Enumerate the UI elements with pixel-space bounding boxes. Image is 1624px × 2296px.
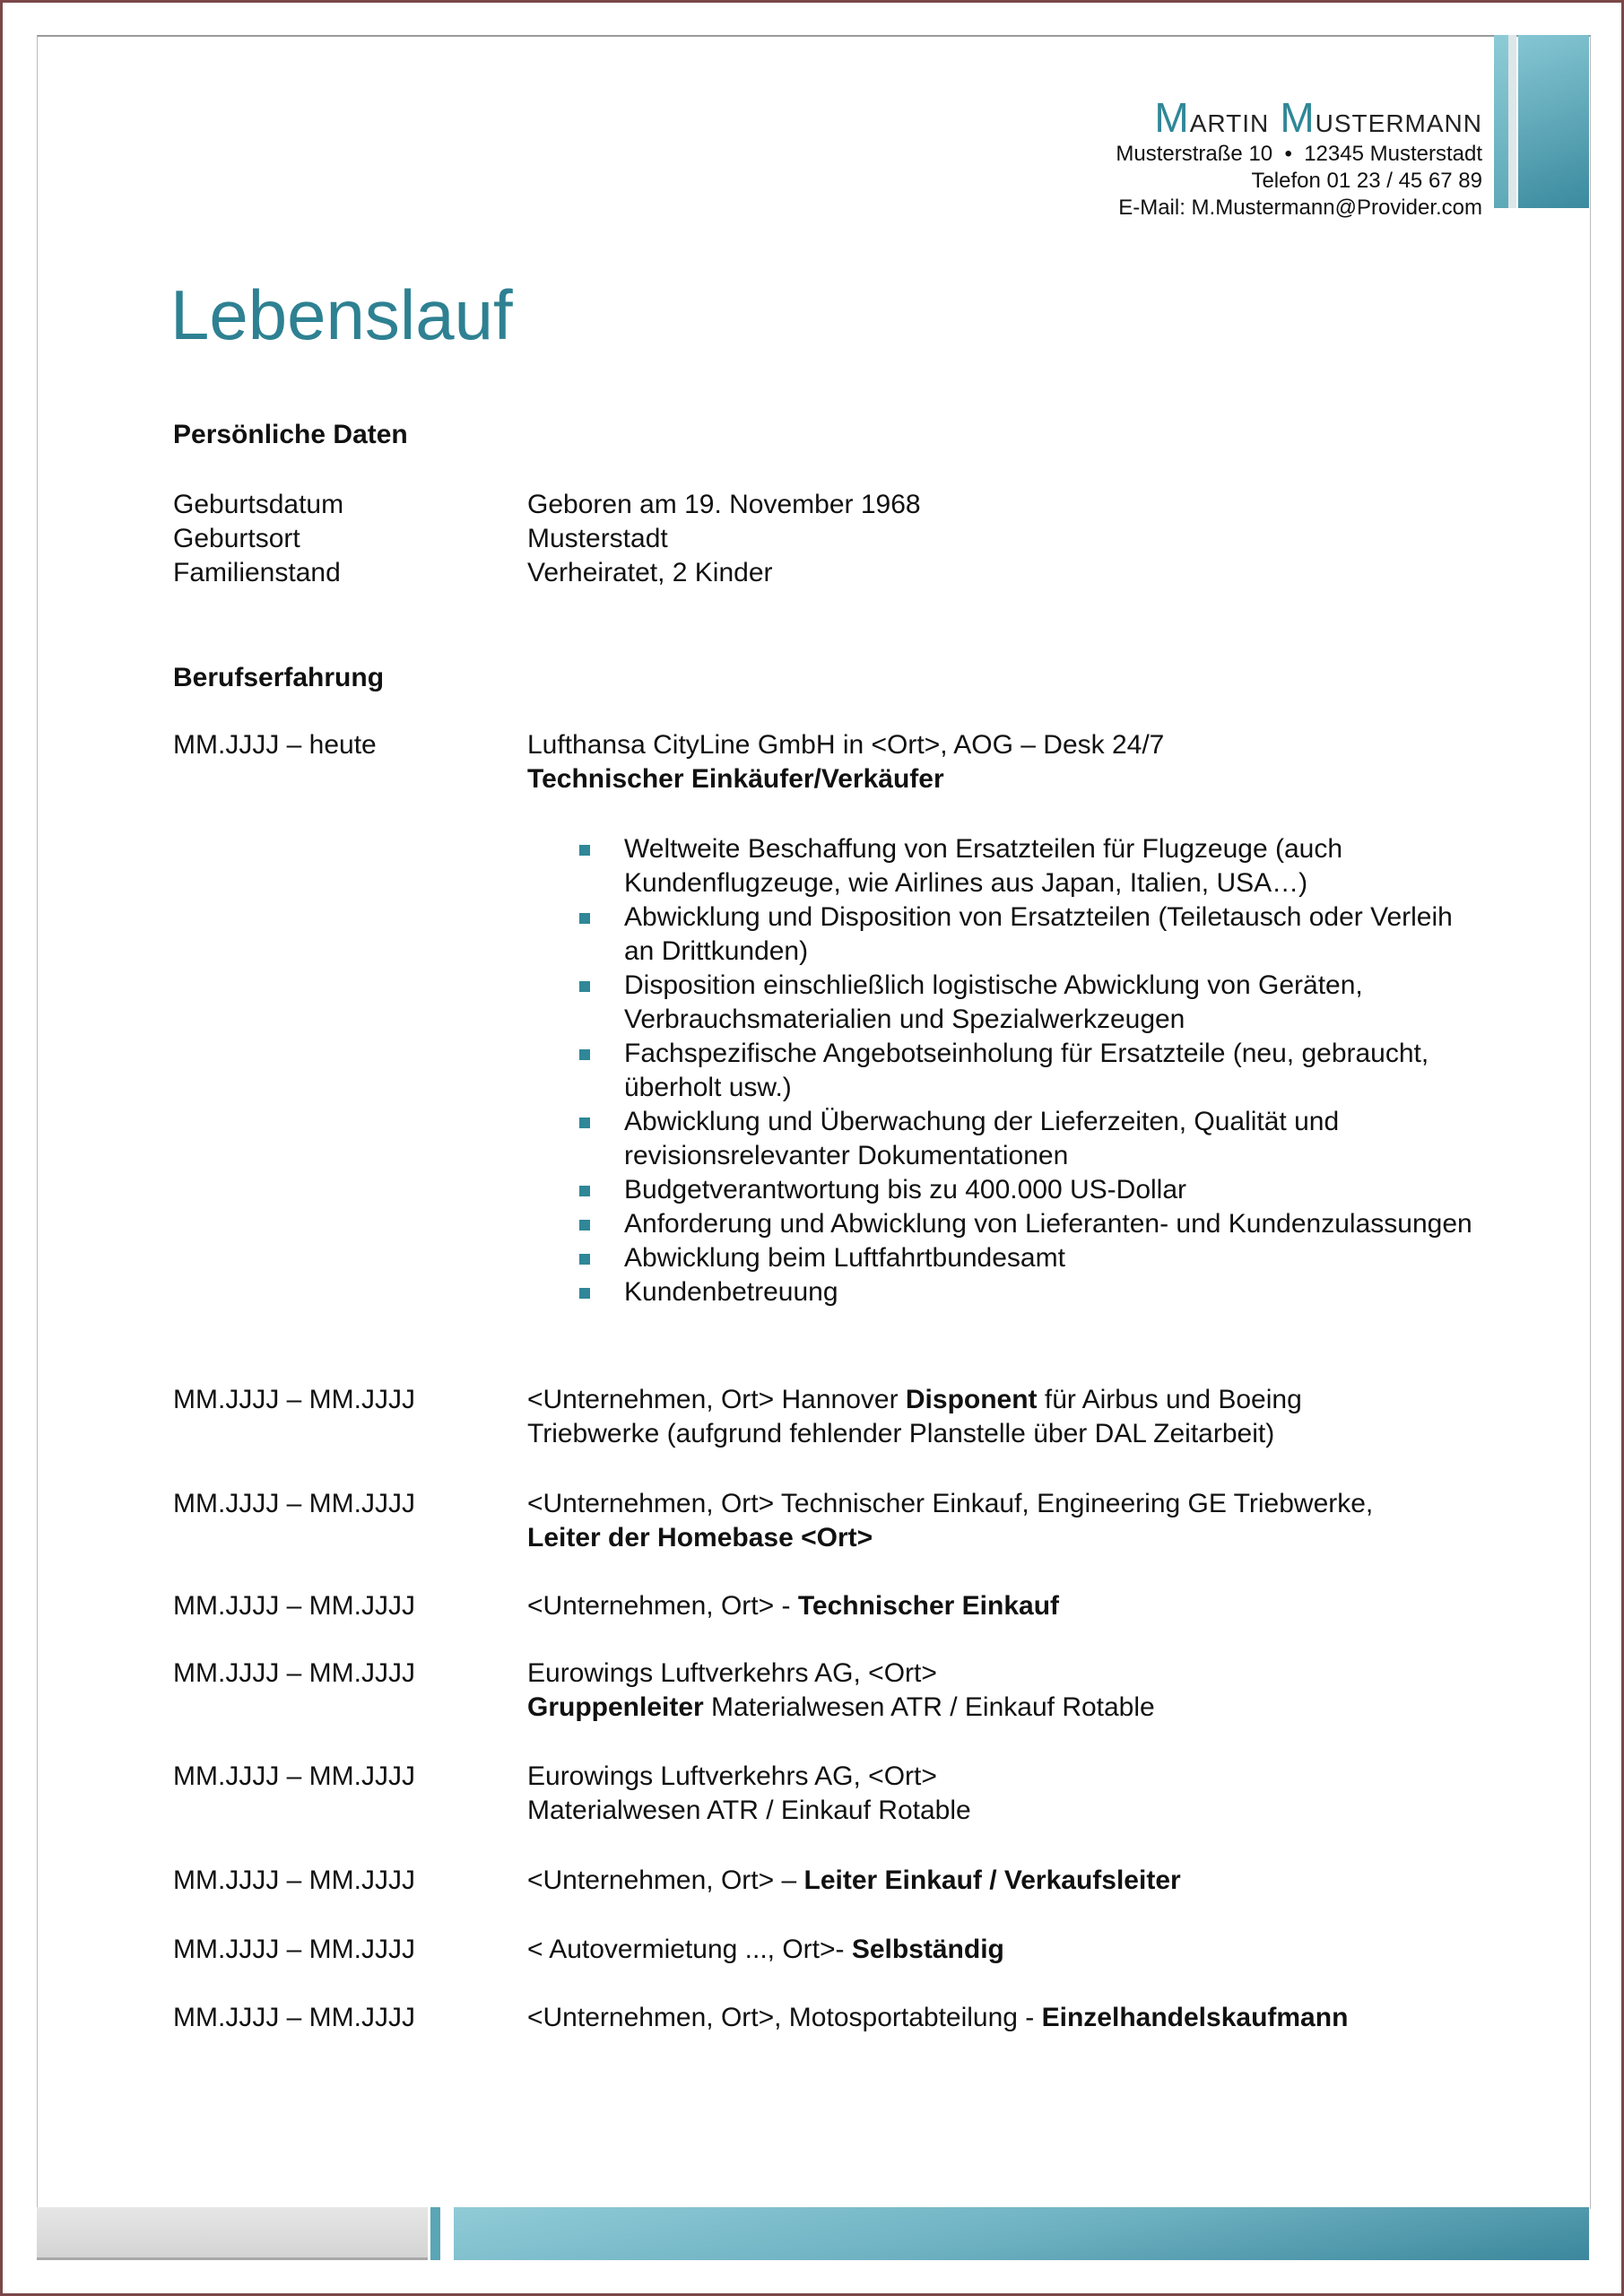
heading-experience: Berufserfahrung [173, 663, 385, 692]
footer-decor-stripe [430, 2207, 440, 2260]
header-decor-bar [1518, 35, 1589, 208]
entry-role: Disponent [905, 1385, 1038, 1414]
entry-line [527, 1487, 1496, 1521]
list-item-text: Weltweite Beschaffung von Ersatzteilen für Flugzeuge (auch Kundenflugzeuge, wie Airlines aus Japan, Italien, USA…) [624, 834, 1343, 898]
personal-label: Geburtsort [173, 524, 300, 553]
square-bullet-icon [579, 913, 590, 924]
entry-description [527, 2001, 1496, 2035]
list-item [527, 1173, 1478, 1207]
entry-date: MM.JJJJ – MM.JJJJ [173, 1866, 415, 1895]
entry-line [527, 2001, 1496, 2035]
personal-label: Geburtsdatum [173, 490, 344, 519]
square-bullet-icon [579, 1288, 590, 1299]
entry-text: Triebwerke (aufgrund fehlender Planstelle über DAL Zeitarbeit) [527, 1419, 1275, 1448]
entry-line [527, 728, 1496, 762]
entry-line [527, 1383, 1496, 1417]
list-item [527, 1275, 1478, 1309]
square-bullet-icon [579, 845, 590, 856]
personal-value: Verheiratet, 2 Kinder [527, 558, 773, 587]
personal-value: Musterstadt [527, 524, 668, 553]
square-bullet-icon [579, 1118, 590, 1128]
entry-description [527, 1933, 1496, 1967]
name-rest: artin [1189, 100, 1270, 140]
list-item [527, 1207, 1478, 1241]
square-bullet-icon [579, 1186, 590, 1196]
heading-personal-data: Persönliche Daten [173, 420, 408, 449]
list-item-text: Budgetverantwortung bis zu 400.000 US-Dollar [624, 1175, 1187, 1205]
address: Musterstraße 10 • 12345 Musterstadt [1116, 142, 1482, 166]
entry-line [527, 1760, 1496, 1794]
name-initial: M [1154, 94, 1190, 141]
entry-text: <Unternehmen, Ort> Hannover [527, 1385, 906, 1414]
square-bullet-icon [579, 981, 590, 992]
entry-text: für Airbus und Boeing [1037, 1385, 1302, 1414]
list-item-text: Kundenbetreuung [624, 1277, 838, 1307]
entry-role: Technischer Einkäufer/Verkäufer [527, 764, 944, 794]
entry-line [527, 1657, 1496, 1691]
entry-line [527, 762, 1496, 796]
applicant-name [1116, 94, 1482, 141]
list-item-text: Anforderung und Abwicklung von Lieferanten- und Kundenzulassungen [624, 1209, 1472, 1239]
entry-role: Gruppenleiter [527, 1692, 704, 1722]
list-item [527, 900, 1478, 969]
list-item-text: Disposition einschließlich logistische Abwicklung von Geräten, Verbrauchsmaterialien und Spezialwerkzeugen [624, 970, 1363, 1034]
entry-line [527, 1691, 1496, 1725]
square-bullet-icon [579, 1254, 590, 1265]
phone: Telefon 01 23 / 45 67 89 [1251, 169, 1482, 193]
letterhead [1116, 94, 1482, 222]
entry-line [527, 1521, 1496, 1555]
entry-description [527, 1760, 1496, 1828]
list-item-text: Abwicklung und Disposition von Ersatzteilen (Teiletausch oder Verleih an Drittkunden) [624, 902, 1453, 966]
entry-date: MM.JJJJ – heute [173, 730, 377, 760]
entry-text: Materialwesen ATR / Einkauf Rotable [527, 1796, 971, 1825]
entry-line [527, 1417, 1496, 1451]
entry-description [527, 1657, 1496, 1725]
list-item [527, 969, 1478, 1037]
entry-date: MM.JJJJ – MM.JJJJ [173, 1935, 415, 1964]
entry-date: MM.JJJJ – MM.JJJJ [173, 1489, 415, 1518]
entry-line [527, 1933, 1496, 1967]
entry-date: MM.JJJJ – MM.JJJJ [173, 1591, 415, 1621]
entry-text: <Unternehmen, Ort> - [527, 1591, 798, 1621]
list-item-text: Fachspezifische Angebotseinholung für Ersatzteile (neu, gebraucht, überholt usw.) [624, 1039, 1429, 1102]
entry-description [527, 728, 1496, 796]
entry-line [527, 1589, 1496, 1623]
entry-text: Materialwesen ATR / Einkauf Rotable [703, 1692, 1155, 1722]
footer-decor-gray [37, 2207, 428, 2260]
entry-text: <Unternehmen, Ort>, Motosportabteilung - [527, 2003, 1042, 2032]
entry-text: Eurowings Luftverkehrs AG, <Ort> [527, 1761, 937, 1791]
list-item [527, 832, 1478, 900]
entry-role: Selbständig [851, 1935, 1004, 1964]
entry-date: MM.JJJJ – MM.JJJJ [173, 2003, 415, 2032]
entry-date: MM.JJJJ – MM.JJJJ [173, 1761, 415, 1791]
entry-line [527, 1864, 1496, 1898]
entry-role: Leiter Einkauf / Verkaufsleiter [803, 1866, 1181, 1895]
entry-role: Leiter der Homebase <Ort> [527, 1523, 873, 1552]
surname-initial: M [1280, 94, 1316, 141]
header-decor-bar-light [1494, 35, 1508, 208]
document-title: Lebenslauf [170, 275, 513, 354]
personal-label: Familienstand [173, 558, 341, 587]
entry-date: MM.JJJJ – MM.JJJJ [173, 1385, 415, 1414]
footer-decor-bar [454, 2207, 1589, 2260]
entry-description [527, 1383, 1496, 1451]
list-item-text: Abwicklung beim Luftfahrtbundesamt [624, 1243, 1065, 1273]
list-item [527, 1241, 1478, 1275]
entry-text: <Unternehmen, Ort> Technischer Einkauf, Engineering GE Triebwerke, [527, 1489, 1374, 1518]
email: E-Mail: M.Mustermann@Provider.com [1118, 196, 1482, 220]
surname-rest: ustermann [1315, 100, 1482, 140]
entry-text: Eurowings Luftverkehrs AG, <Ort> [527, 1658, 937, 1688]
square-bullet-icon [579, 1049, 590, 1060]
entry-text: Lufthansa CityLine GmbH in <Ort>, AOG – Desk 24/7 [527, 730, 1165, 760]
header-decor-gap [1508, 35, 1516, 208]
entry-description [527, 1589, 1496, 1623]
entry-text: < Autovermietung ..., Ort>- [527, 1935, 852, 1964]
responsibilities-list [527, 832, 1478, 1309]
entry-line [527, 1794, 1496, 1828]
entry-text: <Unternehmen, Ort> – [527, 1866, 804, 1895]
entry-role: Einzelhandelskaufmann [1041, 2003, 1349, 2032]
entry-description [527, 1864, 1496, 1898]
entry-description [527, 1487, 1496, 1555]
entry-role: Technischer Einkauf [797, 1591, 1060, 1621]
personal-value: Geboren am 19. November 1968 [527, 490, 921, 519]
list-item [527, 1105, 1478, 1173]
entry-date: MM.JJJJ – MM.JJJJ [173, 1658, 415, 1688]
list-item [527, 1037, 1478, 1105]
list-item-text: Abwicklung und Überwachung der Lieferzeiten, Qualität und revisionsrelevanter Dokumentationen [624, 1107, 1340, 1170]
square-bullet-icon [579, 1220, 590, 1231]
